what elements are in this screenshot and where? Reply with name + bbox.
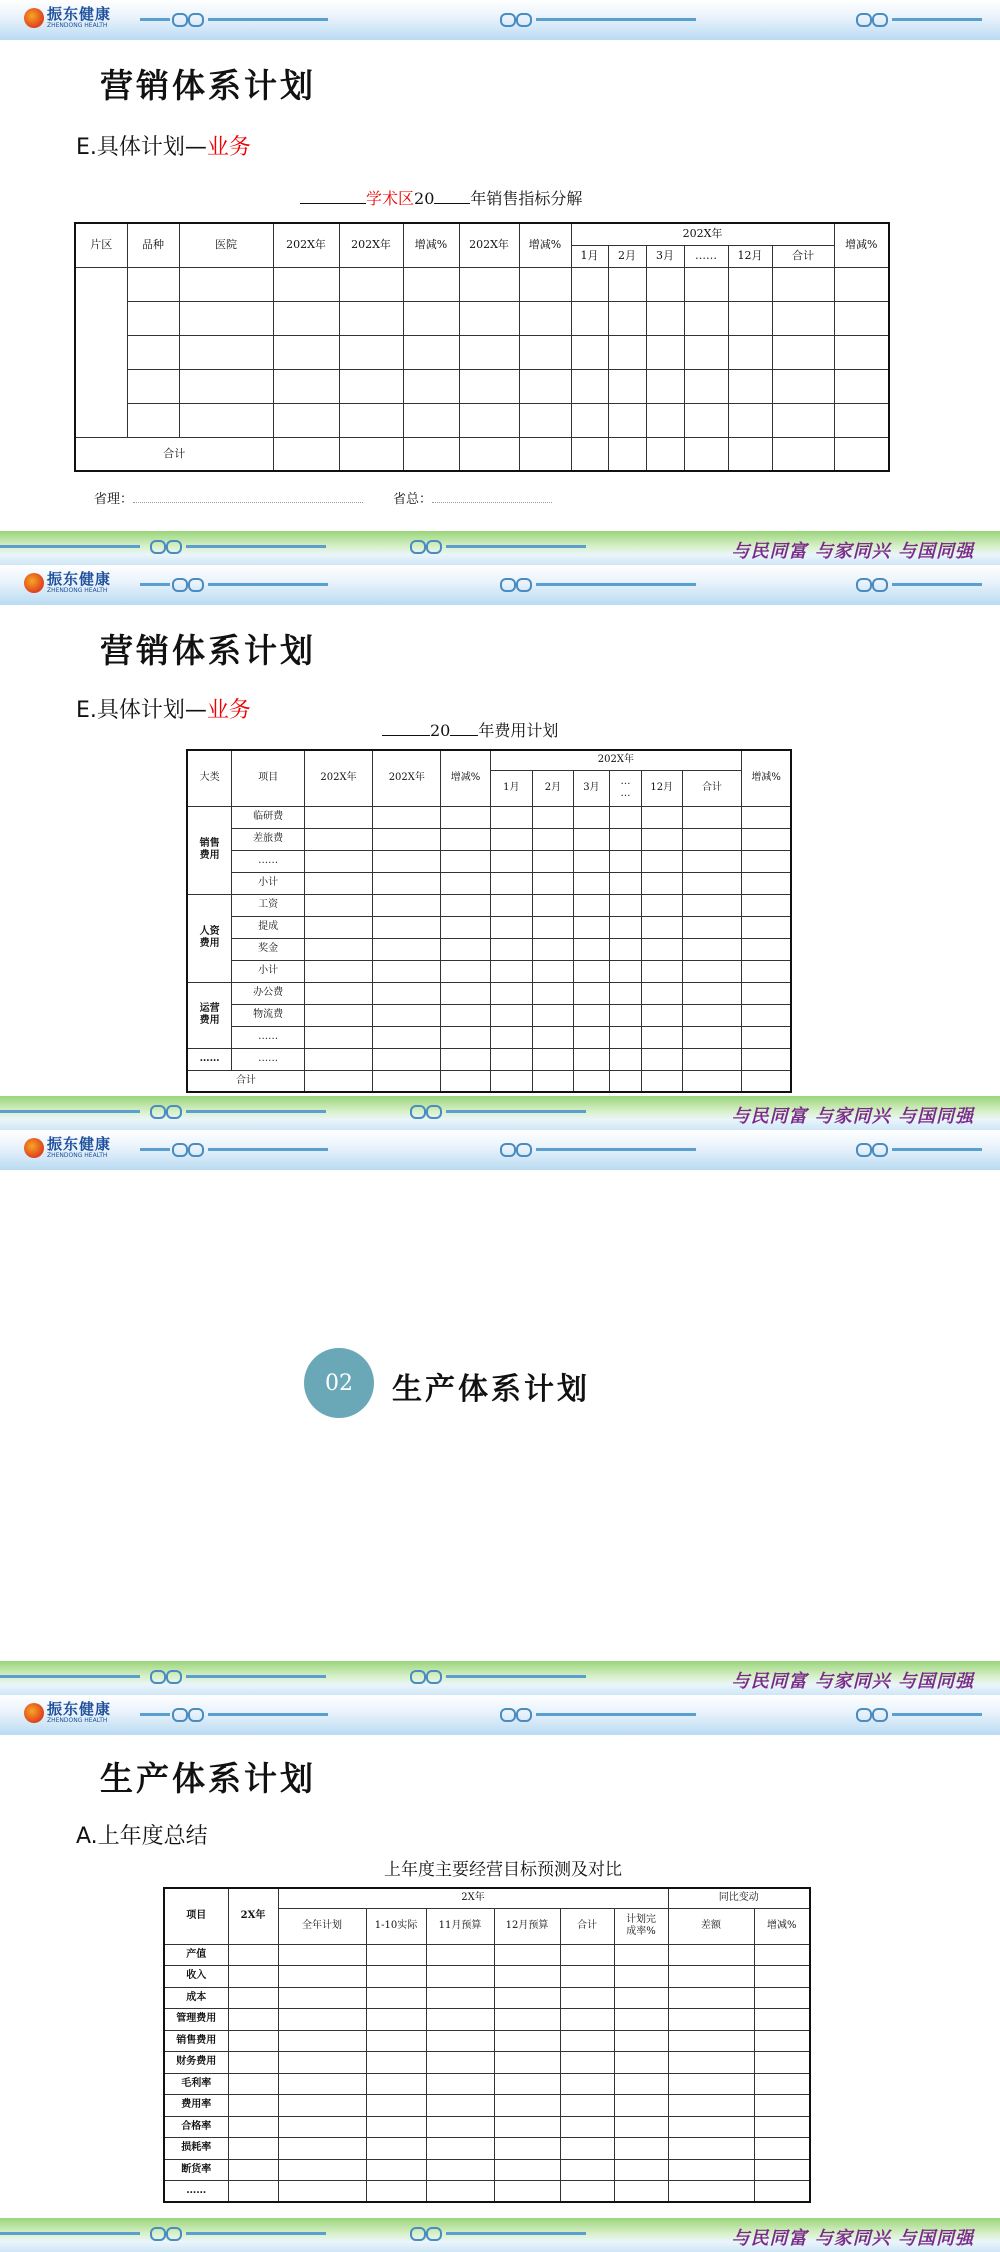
sub-header: 12月预算 <box>494 1908 560 1944</box>
month-header: … … <box>610 770 642 806</box>
table-row <box>164 1987 810 2009</box>
table-row <box>164 2138 810 2160</box>
header-cell: 品种 <box>127 223 179 267</box>
expense-plan-table <box>186 749 792 1093</box>
footer-banner <box>0 2218 1000 2252</box>
production-summary-table <box>163 1887 811 2203</box>
table-row <box>187 894 791 916</box>
item-cell: 成本 <box>164 1987 228 2009</box>
header-cell: 202X年 <box>273 223 339 267</box>
logo-subtext: ZHENDONG HEALTH <box>47 1717 108 1724</box>
page-title: 营销体系计划 <box>100 66 316 105</box>
table-row <box>187 960 791 982</box>
slogan-text: 与民同富 与家同兴 与国同强 <box>731 1671 974 1692</box>
table-row <box>164 2095 810 2117</box>
item-cell: 收入 <box>164 1966 228 1988</box>
table-row <box>187 806 791 828</box>
item-cell: 管理费用 <box>164 2009 228 2031</box>
header-cell: 增减% <box>519 223 571 267</box>
item-cell: …… <box>232 1048 305 1070</box>
item-cell: 损耗率 <box>164 2138 228 2160</box>
header-cell: 增减% <box>403 223 459 267</box>
table-row <box>187 828 791 850</box>
table-row <box>75 335 889 369</box>
slide-sales-target <box>0 0 1000 565</box>
section-number-badge: 02 <box>304 1348 374 1418</box>
logo-text: 振东健康 <box>47 1700 112 1718</box>
slogan-text: 与民同富 与家同兴 与国同强 <box>731 2228 974 2249</box>
table-row <box>187 872 791 894</box>
month-header: 12月 <box>642 770 683 806</box>
header-cell: 2X年 <box>228 1888 278 1944</box>
table-row <box>75 267 889 301</box>
sub-header: 11月预算 <box>426 1908 494 1944</box>
table-row <box>187 982 791 1004</box>
item-cell: 临研费 <box>232 806 305 828</box>
logo-subtext: ZHENDONG HEALTH <box>47 1152 108 1159</box>
header-cell: 大类 <box>187 750 232 806</box>
sales-target-table <box>74 222 890 472</box>
page-title: 生产体系计划 <box>100 1759 316 1798</box>
header-cell: 增减% <box>441 750 490 806</box>
month-header: 合计 <box>682 770 742 806</box>
company-logo <box>24 571 111 595</box>
logo-text: 振东健康 <box>47 570 112 588</box>
header-cell: 202X年 <box>373 750 441 806</box>
month-header: 3月 <box>573 770 609 806</box>
company-logo <box>24 1136 111 1160</box>
section-subtitle: E.具体计划—业务 <box>76 698 251 723</box>
month-header: 3月 <box>646 245 684 267</box>
header-cell: 片区 <box>75 223 127 267</box>
sub-header: 1-10实际 <box>366 1908 426 1944</box>
table-row <box>187 916 791 938</box>
header-cell: 202X年 <box>571 223 834 245</box>
header-cell: 202X年 <box>459 223 519 267</box>
table-row <box>164 2073 810 2095</box>
sub-header: 计划完 成率% <box>614 1908 668 1944</box>
category-cell: 销售 费用 <box>187 806 232 894</box>
table-row <box>164 2009 810 2031</box>
table-caption: 学术区20 年销售指标分解 <box>300 186 582 209</box>
item-cell: …… <box>232 1026 305 1048</box>
logo-mark-icon <box>24 1703 44 1723</box>
header-cell: 项目 <box>164 1888 228 1944</box>
table-row <box>75 369 889 403</box>
item-cell: 合格率 <box>164 2116 228 2138</box>
header-cell: 202X年 <box>490 750 742 770</box>
slogan-text: 与民同富 与家同兴 与国同强 <box>731 541 974 562</box>
table-caption: 上年度主要经营目标预测及对比 <box>384 1860 622 1880</box>
table-row <box>164 2181 810 2203</box>
table-row <box>164 2030 810 2052</box>
item-cell: 奖金 <box>232 938 305 960</box>
month-header: …… <box>684 245 728 267</box>
table-row <box>75 403 889 437</box>
footer-banner <box>0 531 1000 565</box>
item-cell: 提成 <box>232 916 305 938</box>
item-cell: 差旅费 <box>232 828 305 850</box>
logo-text: 振东健康 <box>47 5 112 23</box>
footer-banner <box>0 1661 1000 1695</box>
item-cell: 毛利率 <box>164 2073 228 2095</box>
logo-text: 振东健康 <box>47 1135 112 1153</box>
item-cell: 财务费用 <box>164 2052 228 2074</box>
sub-header: 差额 <box>668 1908 754 1944</box>
section-subtitle: E.具体计划—业务 <box>76 135 251 160</box>
header-cell: 项目 <box>232 750 305 806</box>
table-row <box>164 1944 810 1966</box>
section-subtitle: A.上年度总结 <box>76 1824 208 1849</box>
sub-header: 增减% <box>754 1908 810 1944</box>
item-cell: 办公费 <box>232 982 305 1004</box>
item-cell: 物流费 <box>232 1004 305 1026</box>
category-cell: 人资 费用 <box>187 894 232 982</box>
table-row <box>164 1966 810 1988</box>
table-row <box>187 1026 791 1048</box>
table-row <box>75 301 889 335</box>
item-cell: 小计 <box>232 960 305 982</box>
item-cell: 小计 <box>232 872 305 894</box>
month-header: 2月 <box>608 245 646 267</box>
header-banner <box>0 0 1000 40</box>
slide-production-summary <box>0 1695 1000 2252</box>
item-cell: 工资 <box>232 894 305 916</box>
header-cell: 医院 <box>179 223 273 267</box>
header-cell: 2X年 <box>278 1888 668 1908</box>
section-title: 生产体系计划 <box>392 1372 590 1407</box>
table-row <box>164 2116 810 2138</box>
item-cell: 费用率 <box>164 2095 228 2117</box>
header-banner <box>0 1695 1000 1735</box>
header-banner <box>0 565 1000 605</box>
slogan-text: 与民同富 与家同兴 与国同强 <box>731 1106 974 1127</box>
company-logo <box>24 1701 111 1725</box>
logo-mark-icon <box>24 8 44 28</box>
header-cell: 202X年 <box>339 223 403 267</box>
slide-expense-plan <box>0 565 1000 1130</box>
footer-banner <box>0 1096 1000 1130</box>
page-title: 营销体系计划 <box>100 631 316 670</box>
category-cell: …… <box>187 1048 232 1070</box>
header-cell: 增减% <box>834 223 889 267</box>
header-cell: 同比变动 <box>668 1888 810 1908</box>
table-row <box>164 2052 810 2074</box>
table-row <box>187 1004 791 1026</box>
total-label: 合计 <box>187 1070 304 1092</box>
logo-mark-icon <box>24 1138 44 1158</box>
total-label: 合计 <box>75 437 273 471</box>
total-row <box>187 1070 791 1092</box>
month-header: 1月 <box>490 770 533 806</box>
total-row <box>75 437 889 471</box>
company-logo <box>24 6 111 30</box>
logo-mark-icon <box>24 573 44 593</box>
sub-header: 合计 <box>560 1908 614 1944</box>
table-row <box>187 850 791 872</box>
item-cell: …… <box>164 2181 228 2203</box>
table-row <box>187 938 791 960</box>
month-header: 12月 <box>728 245 772 267</box>
table-caption: 20 年费用计划 <box>382 718 558 741</box>
sub-header: 全年计划 <box>278 1908 366 1944</box>
table-row <box>164 2159 810 2181</box>
item-cell: 断货率 <box>164 2159 228 2181</box>
item-cell: 产值 <box>164 1944 228 1966</box>
month-header: 合计 <box>772 245 834 267</box>
item-cell: …… <box>232 850 305 872</box>
logo-subtext: ZHENDONG HEALTH <box>47 22 108 29</box>
month-header: 2月 <box>533 770 574 806</box>
table-row <box>187 1048 791 1070</box>
category-cell: 运营 费用 <box>187 982 232 1048</box>
header-cell: 202X年 <box>304 750 372 806</box>
header-cell: 增减% <box>742 750 791 806</box>
item-cell: 销售费用 <box>164 2030 228 2052</box>
month-header: 1月 <box>571 245 608 267</box>
slide-section-divider <box>0 1130 1000 1695</box>
signature-line: 省理： 省总： <box>94 488 552 507</box>
header-banner <box>0 1130 1000 1170</box>
logo-subtext: ZHENDONG HEALTH <box>47 587 108 594</box>
